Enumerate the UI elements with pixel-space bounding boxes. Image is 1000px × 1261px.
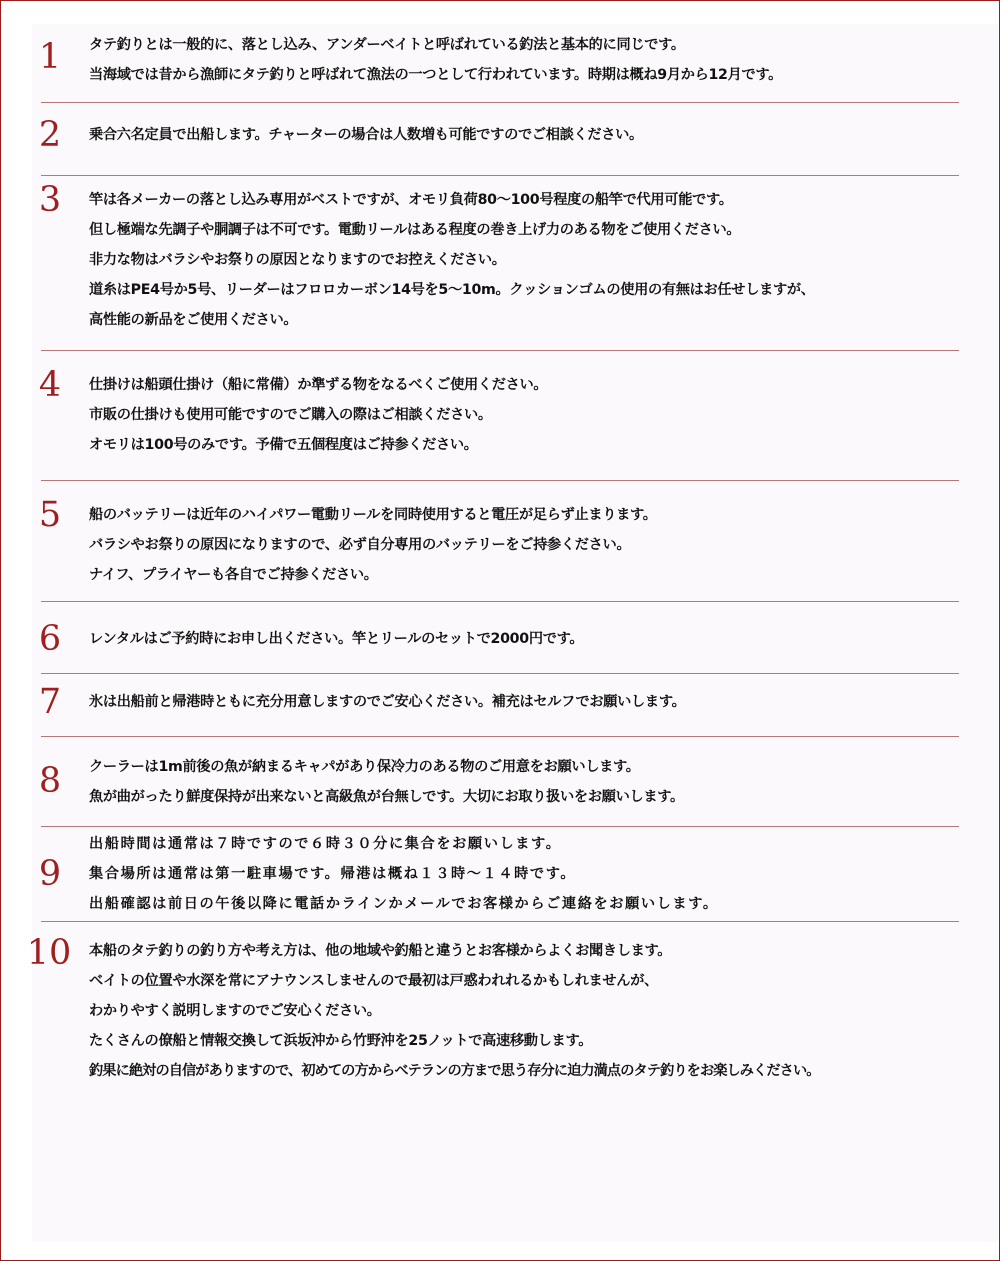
divider	[41, 350, 959, 351]
item-text	[89, 185, 815, 335]
divider	[41, 175, 959, 176]
text-line: 道糸はPE4号か5号、リーダーはフロロカーボン14号を5～10m。クッションゴムの使用の有無はお任せしますが、	[89, 282, 815, 298]
text-line: たくさんの僚船と情報交換して浜坂沖から竹野沖を25ノットで高速移動します。	[89, 1033, 593, 1049]
divider	[41, 921, 959, 922]
text-line: ナイフ、プライヤーも各自でご持参ください。	[89, 567, 378, 583]
item-number: 9	[38, 854, 62, 894]
text-line: 本船のタテ釣りの釣り方や考え方は、他の地域や釣船と違うとお客様からよくお聞きします。	[89, 943, 672, 959]
text-line: タテ釣りとは一般的に、落とし込み、アンダーベイトと呼ばれている釣法と基本的に同じです。	[89, 37, 685, 53]
text-line: 船のバッテリーは近年のハイパワー電動リールを同時使用すると電圧が足らず止まります。	[89, 507, 657, 523]
item-text	[89, 624, 583, 654]
text-line: 出船確認は前日の午後以降に電話かラインかメールでお客様からご連絡をお願いします。	[89, 896, 719, 912]
text-line: 但し極端な先調子や胴調子は不可です。電動リールはある程度の巻き上げ力のある物をご使用ください。	[89, 222, 741, 238]
text-line: バラシやお祭りの原因になりますので、必ず自分専用のバッテリーをご持参ください。	[89, 537, 631, 553]
text-line: 非力な物はバラシやお祭りの原因となりますのでお控えください。	[89, 252, 506, 268]
divider	[41, 826, 959, 827]
divider	[41, 601, 959, 602]
text-line: ベイトの位置や水深を常にアナウンスしませんので最初は戸惑われれるかもしれませんが、	[89, 973, 658, 989]
text-line: オモリは100号のみです。予備で五個程度はご持参ください。	[89, 437, 478, 453]
text-line: 出船時間は通常は７時ですので６時３０分に集合をお願いします。	[89, 836, 562, 852]
text-line: 高性能の新品をご使用ください。	[89, 312, 298, 328]
text-line: 魚が曲がったり鮮度保持が出来ないと高級魚が台無しです。大切にお取り扱いをお願いします。	[89, 789, 684, 805]
divider	[41, 673, 959, 674]
item-text	[89, 500, 657, 590]
item-number: 6	[38, 619, 62, 659]
item-number: 5	[38, 495, 62, 535]
text-line: 竿は各メーカーの落とし込み専用がベストですが、オモリ負荷80～100号程度の船竿で代用可能です。	[89, 192, 733, 208]
item-number: 7	[38, 682, 62, 722]
text-line: わかりやすく説明しますのでご安心ください。	[89, 1003, 381, 1019]
text-line: クーラーは1m前後の魚が納まるキャパがあり保冷力のある物のご用意をお願いします。	[89, 759, 640, 775]
item-text	[89, 30, 782, 90]
text-line: 当海域では昔から漁師にタテ釣りと呼ばれて漁法の一つとして行われています。時期は概ね9月から12月です。	[89, 67, 783, 83]
divider	[41, 102, 959, 103]
text-line: 市販の仕掛けも使用可能ですのでご購入の際はご相談ください。	[89, 407, 492, 423]
item-text	[89, 752, 684, 812]
item-number: 10	[26, 933, 72, 973]
item-text	[89, 120, 643, 150]
item-number: 3	[38, 180, 62, 220]
item-text	[89, 370, 547, 460]
text-line: 乗合六名定員で出船します。チャーターの場合は人数増も可能ですのでご相談ください。	[89, 127, 643, 143]
item-number: 4	[38, 365, 62, 405]
text-line: 氷は出船前と帰港時ともに充分用意しますのでご安心ください。補充はセルフでお願いします。	[89, 694, 686, 710]
divider	[41, 480, 959, 481]
text-line: レンタルはご予約時にお申し出ください。竿とリールのセットで2000円です。	[89, 631, 584, 647]
text-line: 仕掛けは船頭仕掛け（船に常備）か準ずる物をなるべくご使用ください。	[89, 377, 548, 393]
item-number: 2	[38, 115, 62, 155]
divider	[41, 736, 959, 737]
item-number: 8	[38, 761, 62, 801]
item-text	[89, 936, 820, 1086]
item-text	[89, 829, 719, 919]
text-line: 集合場所は通常は第一駐車場です。帰港は概ね１３時～１４時です。	[89, 866, 577, 882]
text-line: 釣果に絶対の自信がありますので、初めての方からベテランの方まで思う存分に迫力満点のタテ釣りをお楽しみください。	[89, 1063, 820, 1079]
item-number: 1	[38, 37, 62, 77]
item-text	[89, 687, 685, 717]
